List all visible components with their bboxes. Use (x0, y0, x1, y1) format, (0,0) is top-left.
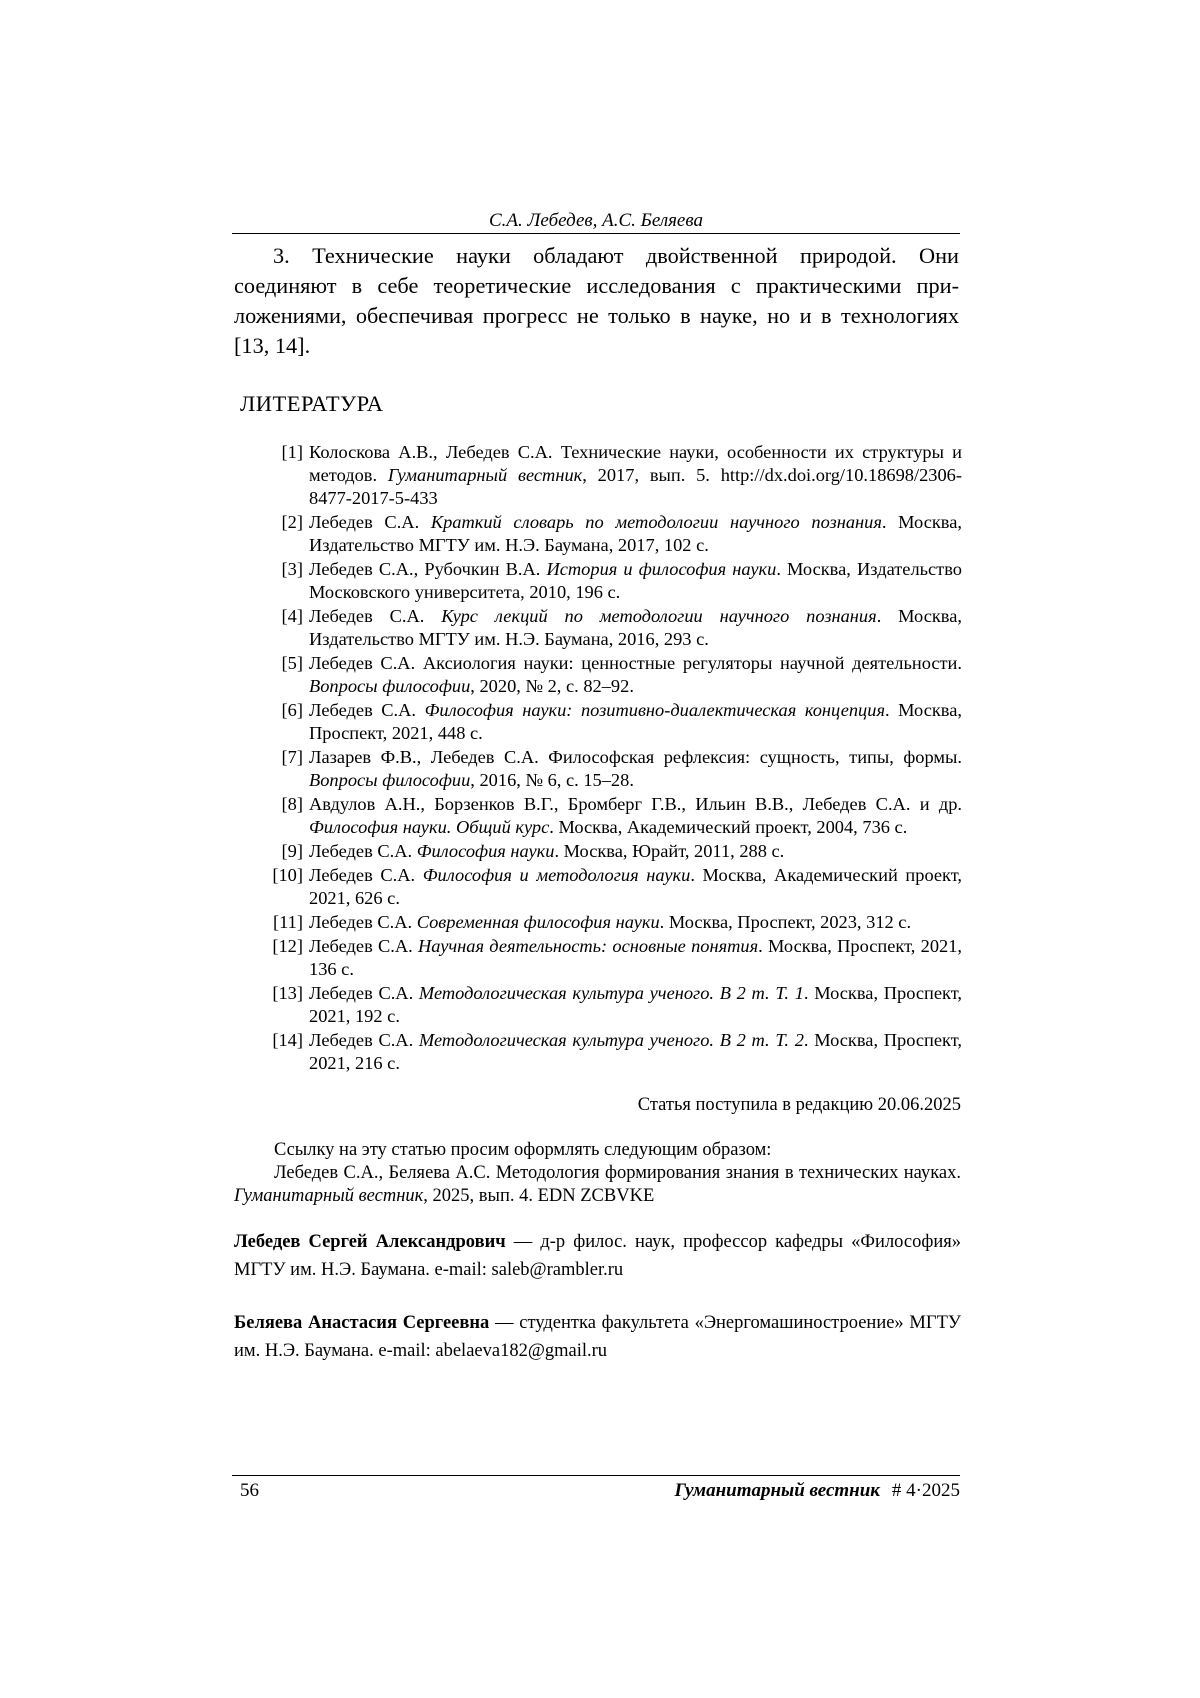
reference-number: [3] (281, 559, 303, 579)
reference-item (240, 511, 962, 557)
reference-text (309, 558, 962, 604)
reference-item (240, 699, 962, 745)
reference-text (309, 511, 962, 557)
page-number: 56 (240, 1480, 259, 1501)
reference-details: . Москва, Проспект, 2021, 448 с. (309, 700, 962, 743)
conclusion-paragraph: 3. Технические науки обладают двойственной природой. Они соединяют в себе теоретические исследования с практическими приложениями, обеспечивая прогресс не только в науке, но и в технологиях [13, 14]. (234, 243, 959, 358)
footer-divider (232, 1475, 960, 1476)
reference-authors-title: Лебедев С.А. (309, 865, 423, 885)
reference-number: [4] (281, 606, 303, 626)
reference-authors-title: Лебедев С.А. (309, 912, 417, 932)
reference-number: [1] (281, 442, 303, 462)
footer-journal-name: Гуманитарный вестник (674, 1480, 880, 1501)
reference-authors-title: Лебедев С.А., Рубочкин В.А. (309, 559, 547, 579)
reference-source-italic: Философия и методология науки (422, 865, 691, 885)
reference-authors-title: Лебедев С.А. (309, 606, 442, 626)
reference-text (309, 840, 962, 863)
reference-details: . Москва, Издательство Московского университета, 2010, 196 с. (309, 559, 962, 602)
reference-authors-title: Лебедев С.А. (309, 700, 425, 720)
reference-authors-title: Колоскова А.В., Лебедев С.А. Технические науки, особенности их структуры и методов. (309, 442, 962, 485)
reference-number: [10] (272, 865, 303, 885)
author-info: — д-р филос. наук, профессор кафедры «Философия» МГТУ им. Н.Э. Баумана. e-mail: saleb@rambler.ru (234, 1232, 961, 1280)
reference-text (309, 699, 962, 745)
reference-authors-title: Лебедев С.А. (309, 841, 417, 861)
reference-details: , 2016, № 6, с. 15–28. (470, 770, 634, 790)
reference-text (309, 935, 962, 981)
reference-source-italic: Философия науки (416, 841, 555, 861)
reference-text (309, 864, 962, 910)
reference-source-italic: Гуманитарный вестник (387, 465, 583, 485)
reference-authors-title: Лебедев С.А. Аксиология науки: ценностные регуляторы научной деятельности. (309, 653, 962, 673)
reference-number: [14] (272, 1030, 303, 1050)
reference-source-italic: Методологическая культура ученого. В 2 т. Т. 1 (418, 983, 804, 1003)
reference-number: [13] (272, 983, 303, 1003)
reference-text (309, 652, 962, 698)
reference-details: . Москва, Академический проект, 2021, 626 с. (309, 865, 962, 908)
reference-item (240, 935, 962, 981)
reference-number: [9] (281, 841, 303, 861)
footer-issue: # 4·2025 (891, 1480, 960, 1501)
reference-details: . Москва, Издательство МГТУ им. Н.Э. Баумана, 2016, 293 с. (309, 606, 963, 649)
reference-source-italic: Современная философия науки (416, 912, 660, 932)
reference-source-italic: Методологическая культура ученого. В 2 т. Т. 2 (418, 1030, 804, 1050)
reference-number: [5] (281, 653, 303, 673)
reference-text (309, 911, 962, 934)
reference-authors-title: Авдулов А.Н., Борзенков В.Г., Бромберг Г.В., Ильин В.В., Лебедев С.А. и др. (309, 794, 962, 814)
reference-item (240, 441, 962, 510)
citation-authors-title: Лебедев С.А., Беляева А.С. Методология формирования знания в технических науках. (274, 1163, 961, 1183)
reference-details: . Москва, Юрайт, 2011, 288 с. (554, 841, 785, 861)
reference-source-italic: Научная деятельность: основные понятия (418, 936, 759, 956)
reference-details: . Москва, Проспект, 2021, 192 с. (309, 983, 963, 1026)
reference-authors-title: Лебедев С.А. (309, 983, 419, 1003)
reference-details: . Москва, Академический проект, 2004, 736 с. (549, 817, 908, 837)
reference-text (309, 793, 962, 839)
reference-item (240, 793, 962, 839)
reference-source-italic: Философия науки: позитивно-диалектическая концепция (424, 700, 885, 720)
reference-text (309, 1029, 962, 1075)
reference-authors-title: Лебедев С.А. (309, 936, 418, 956)
reference-source-italic: Вопросы философии (309, 770, 471, 790)
reference-item (240, 982, 962, 1028)
reference-item (240, 840, 962, 863)
reference-item (240, 1029, 962, 1075)
running-header-authors: С.А. Лебедев, А.С. Беляева (489, 210, 703, 231)
reference-details: . Москва, Проспект, 2023, 312 с. (659, 912, 912, 932)
reference-number: [2] (281, 512, 303, 532)
reference-authors-title: Лазарев Ф.В., Лебедев С.А. Философская рефлексия: сущность, типы, формы. (309, 747, 962, 767)
reference-source-italic: История и философия науки (546, 559, 777, 579)
reference-number: [8] (281, 794, 303, 814)
reference-item (240, 652, 962, 698)
reference-details: . Москва, Проспект, 2021, 216 с. (309, 1030, 963, 1073)
reference-item (240, 746, 962, 792)
reference-text (309, 982, 962, 1028)
footer-journal-info (674, 1479, 960, 1503)
reference-text (309, 441, 962, 510)
reference-source-italic: Краткий словарь по методологии научного познания (430, 512, 882, 532)
reference-authors-title: Лебедев С.А. (309, 512, 431, 532)
reference-authors-title: Лебедев С.А. (309, 1030, 419, 1050)
reference-source-italic: Философия науки. Общий курс (309, 817, 550, 837)
received-date-note: Статья поступила в редакцию 20.06.2025 (637, 1095, 961, 1115)
reference-item (240, 558, 962, 604)
reference-item (240, 911, 962, 934)
citation-journal-italic: Гуманитарный вестник (234, 1186, 424, 1206)
reference-source-italic: Вопросы философии (309, 676, 471, 696)
reference-number: [11] (273, 912, 303, 932)
citation-intro: Ссылку на эту статью просим оформлять следующим образом: (274, 1140, 772, 1160)
reference-list (240, 441, 962, 1076)
reference-details: , 2017, вып. 5. http://dx.doi.org/10.18698/2306-8477-2017-5-433 (309, 465, 962, 508)
reference-text (309, 746, 962, 792)
author-bio (234, 1309, 961, 1365)
citation-details: , 2025, вып. 4. EDN ZCBVKE (423, 1186, 655, 1206)
reference-details: . Москва, Издательство МГТУ им. Н.Э. Баумана, 2017, 102 с. (309, 512, 963, 555)
reference-number: [7] (281, 747, 303, 767)
reference-number: [12] (272, 936, 303, 956)
author-info: — студентка факультета «Энергомашиностроение» МГТУ им. Н.Э. Баумана. e-mail: abelaeva182@gmail.ru (234, 1313, 961, 1361)
citation-text (234, 1162, 961, 1208)
reference-source-italic: Курс лекций по методологии научного познания (441, 606, 877, 626)
header-divider (232, 233, 960, 234)
reference-details: , 2020, № 2, с. 82–92. (470, 676, 634, 696)
reference-number: [6] (281, 700, 303, 720)
reference-item (240, 864, 962, 910)
author-bio (234, 1228, 961, 1284)
author-name: Беляева Анастасия Сергеевна (234, 1313, 490, 1333)
reference-details: . Москва, Проспект, 2021, 136 с. (309, 936, 962, 979)
references-heading: ЛИТЕРАТУРА (240, 391, 384, 416)
author-name: Лебедев Сергей Александрович (234, 1232, 506, 1252)
reference-text (309, 605, 962, 651)
reference-item (240, 605, 962, 651)
citation-block (234, 1139, 961, 1208)
